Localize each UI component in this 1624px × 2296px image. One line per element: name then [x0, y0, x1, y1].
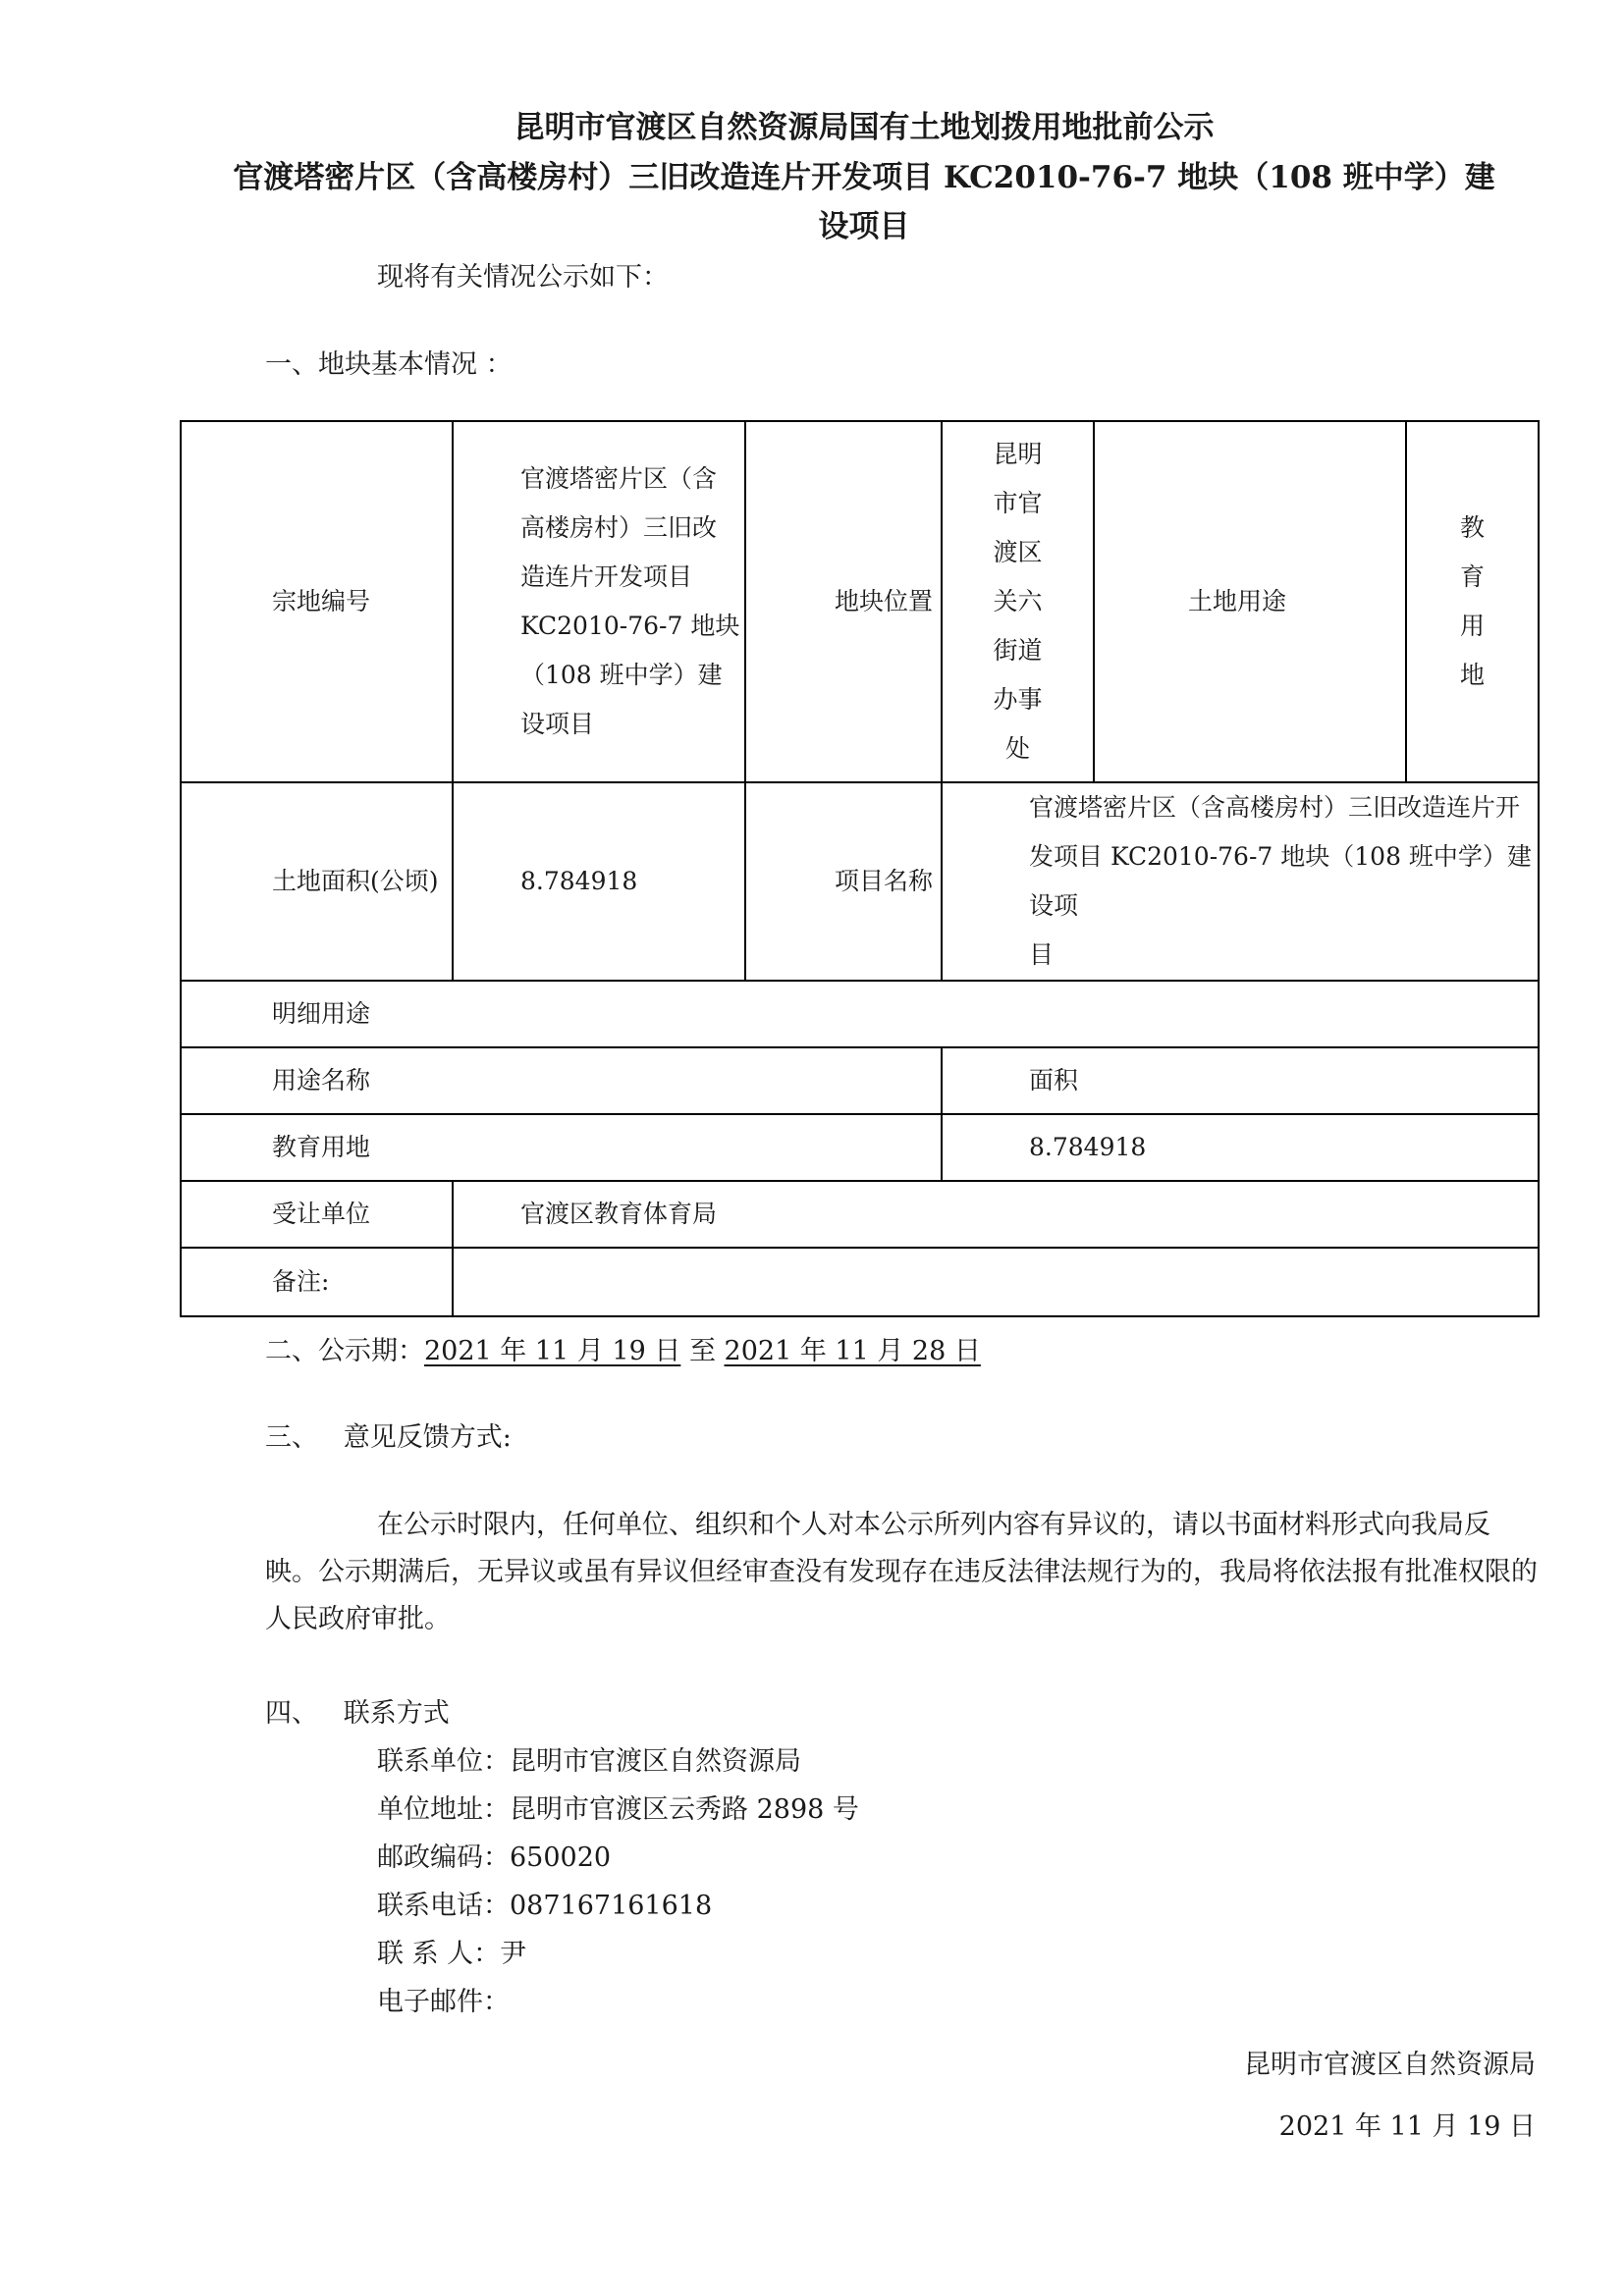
label-land-area: 土地面积(公顷) [181, 782, 453, 981]
label-remarks: 备注: [181, 1248, 453, 1316]
label-project-name: 项目名称 [745, 782, 942, 981]
parcel-id-cell [453, 421, 745, 782]
doc-title-line2: 官渡塔密片区（含高楼房村）三旧改造连片开发项目 KC2010-76-7 地块（108 班中学）建 [233, 160, 1495, 195]
contact-address: 单位地址：昆明市官渡区云秀路 2898 号 [377, 1794, 859, 1825]
table-row [181, 1047, 1539, 1114]
section2-label: 二、公示期： [265, 1336, 424, 1366]
contact-postcode: 邮政编码：650020 [377, 1842, 612, 1873]
location-line: 街道 [993, 636, 1043, 665]
feedback-paragraph: 在公示时限内，任何单位、组织和个人对本公示所列内容有异议的，请以书面材料形式向我局反映。公示期满后，无异议或虽有异议但经审查没有发现存在违反法律法规行为的，我局将依法报有批准权限的人民政府审批。 [265, 1510, 1538, 1634]
project-name-line: 发项目 KC2010-76-7 地块（108 班中学）建设项 [1029, 842, 1532, 920]
contact-unit: 联系单位：昆明市官渡区自然资源局 [377, 1746, 801, 1777]
section3-heading: 三、 意见反馈方式: [265, 1422, 512, 1453]
label-location: 地块位置 [745, 421, 942, 782]
period-start-date: 2021 年 11 月 19 日 [424, 1336, 681, 1366]
location-line: 关六 [993, 587, 1043, 615]
table-row [181, 1181, 1539, 1248]
land-use-char: 育 [1459, 562, 1485, 591]
location-line: 昆明 [993, 440, 1043, 468]
project-name-line: 官渡塔密片区（含高楼房村）三旧改造连片开 [1029, 793, 1521, 822]
project-name-line: 目 [1029, 940, 1055, 969]
section4-heading: 四、 联系方式 [265, 1698, 450, 1729]
recipient-value: 官渡区教育体育局 [453, 1181, 1539, 1248]
intro-text: 现将有关情况公示如下： [377, 262, 669, 293]
land-use-cell [1406, 421, 1539, 782]
land-use-char: 用 [1459, 612, 1485, 640]
table-row [181, 1114, 1539, 1181]
project-name-cell [942, 782, 1539, 981]
label-recipient: 受让单位 [181, 1181, 453, 1248]
period-to: 至 [688, 1336, 716, 1366]
use-area-value: 8.784918 [942, 1114, 1539, 1181]
doc-title-line3: 设项目 [818, 209, 910, 244]
contact-email: 电子邮件： [377, 1987, 510, 2017]
contact-person: 联 系 人：尹 [377, 1939, 527, 1969]
table-row [181, 1248, 1539, 1316]
land-use-char: 地 [1459, 661, 1485, 689]
table-row [181, 981, 1539, 1047]
location-line: 办事 [993, 685, 1043, 714]
land-info-table [180, 420, 1540, 1317]
location-cell [942, 421, 1094, 782]
period-end-date: 2021 年 11 月 28 日 [724, 1336, 981, 1366]
section2-line [265, 1329, 981, 1367]
signature-org: 昆明市官渡区自然资源局 [1244, 2050, 1536, 2080]
detail-use-heading: 明细用途 [181, 981, 1539, 1047]
location-line: 渡区 [993, 538, 1043, 566]
label-land-use: 土地用途 [1094, 421, 1406, 782]
parcel-id-line: KC2010-76-7 地块 [520, 612, 740, 640]
parcel-id-line: （108 班中学）建 [520, 661, 723, 689]
label-parcel-id: 宗地编号 [181, 421, 453, 782]
signature-date: 2021 年 11 月 19 日 [1278, 2111, 1536, 2142]
parcel-id-line: 官渡塔密片区（含 [520, 464, 718, 493]
table-row [181, 421, 1539, 782]
parcel-id-line: 设项目 [520, 710, 595, 738]
land-area-value: 8.784918 [453, 782, 745, 981]
parcel-id-line: 造连片开发项目 [520, 562, 693, 591]
remarks-value [453, 1248, 1539, 1316]
contact-phone: 联系电话：087167161618 [377, 1891, 713, 1921]
section1-heading: 一、地块基本情况 ： [265, 349, 513, 380]
use-name-value: 教育用地 [181, 1114, 942, 1181]
location-line: 市官 [993, 489, 1043, 517]
parcel-id-line: 高楼房村）三旧改 [520, 513, 718, 542]
header-use-name: 用途名称 [181, 1047, 942, 1114]
table-row [181, 782, 1539, 981]
location-line: 处 [1004, 734, 1030, 763]
land-use-char: 教 [1459, 513, 1485, 542]
header-area: 面积 [942, 1047, 1539, 1114]
doc-title-line1: 昆明市官渡区自然资源局国有土地划拨用地批前公示 [514, 110, 1215, 145]
